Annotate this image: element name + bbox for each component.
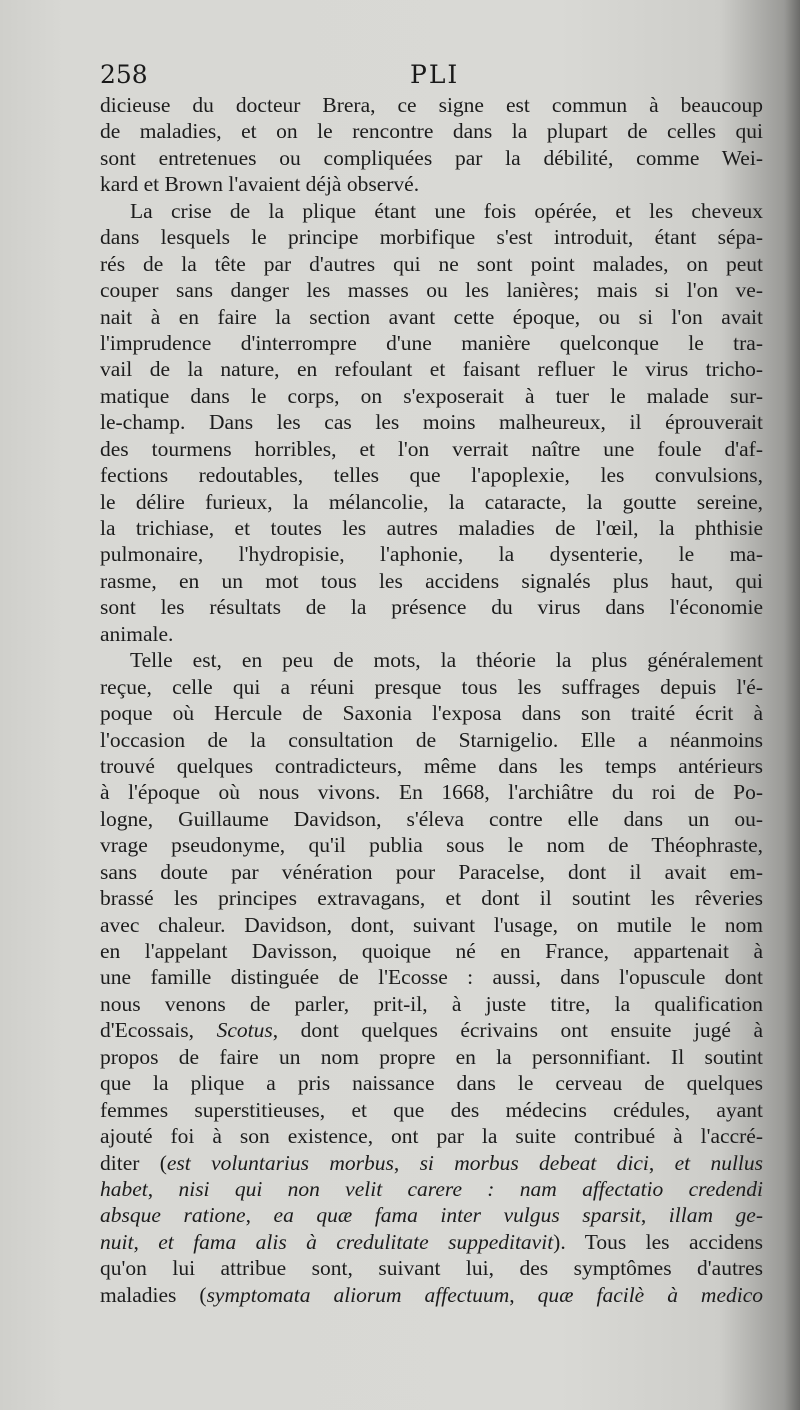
text-span: d'Ecossais, [100, 1018, 217, 1043]
italic-span: et nullus [674, 1150, 763, 1175]
text-line: rés de la tête par d'autres qui ne sont point malades, on peut [100, 251, 763, 276]
text-line: fections redoutables, telles que l'apoplexie, les convulsions, [100, 463, 763, 488]
text-line: ajouté foi à son existence, ont par la suite contribué à l'accré- [100, 1124, 763, 1149]
text-line: pulmonaire, l'hydropisie, l'aphonie, la dysenterie, le ma- [100, 542, 763, 567]
text-line: une famille distinguée de l'Ecosse : aussi, dans l'opuscule dont [100, 965, 763, 990]
italic-span: Scotus [216, 1018, 273, 1043]
text-line: qu'on lui attribue sont, suivant lui, des symptômes d'autres [100, 1256, 763, 1281]
text-line: à l'époque où nous vivons. En 1668, l'archiâtre du roi de Po- [100, 780, 763, 805]
text-line: logne, Guillaume Davidson, s'éleva contre elle dans un ou- [100, 806, 763, 831]
text-line: matique dans le corps, on s'exposerait à tuer le malade sur- [100, 383, 763, 408]
text-span: diter ( [100, 1150, 167, 1175]
italic-span: si morbus debeat dici [419, 1150, 649, 1175]
text-line: sont entretenues ou compliquées par la débilité, comme Wei- [100, 145, 763, 170]
text-line: couper sans danger les masses ou les lanières; mais si l'on ve- [100, 278, 763, 303]
text-line: vrage pseudonyme, qu'il publia sous le nom de Théophraste, [100, 833, 763, 858]
text-line: animale. [100, 621, 174, 646]
text-line: en l'appelant Davisson, quoique né en France, appartenait à [100, 939, 763, 963]
text-line [100, 1229, 763, 1255]
text-span: , [648, 1150, 675, 1175]
italic-span: habet [100, 1176, 148, 1201]
italic-span: est voluntarius morbus [166, 1150, 394, 1175]
text-line: rasme, en un mot tous les accidens signalés plus haut, qui [100, 568, 763, 593]
text-line: sans doute par vénération pour Paracelse, dont il avait em- [100, 859, 763, 884]
italic-span: nuit [100, 1229, 134, 1254]
italic-span: nisi qui non velit carere : nam affectatio credendi [178, 1176, 763, 1201]
text-line: des tourmens horribles, et l'on verrait naître une foule d'af- [100, 436, 763, 461]
italic-span: absque ratione [100, 1203, 246, 1228]
text-line [100, 1017, 763, 1043]
text-line: nous venons de parler, prit-il, à juste titre, la qualification [100, 991, 763, 1016]
text-line: que la plique a pris naissance dans le cerveau de quelques [100, 1071, 763, 1096]
italic-span: illam ge- [668, 1203, 763, 1228]
text-line: le délire furieux, la mélancolie, la cataracte, la goutte sereine, [100, 489, 763, 514]
text-line: La crise de la plique étant une fois opérée, et les cheveux [130, 198, 763, 223]
text-span: maladies ( [100, 1282, 207, 1307]
text-line: avec chaleur. Davidson, dont, suivant l'usage, on mutile le nom [100, 912, 763, 937]
body-text [100, 92, 763, 1308]
page-number: 258 [100, 60, 148, 89]
text-line: propos de faire un nom propre en la personnifiant. Il soutint [100, 1044, 763, 1069]
text-line: dicieuse du docteur Brera, ce signe est commun à beaucoup [100, 93, 763, 117]
page-header [100, 56, 760, 96]
text-line: Telle est, en peu de mots, la théorie la plus généralement [130, 648, 763, 673]
text-span: , [133, 1229, 159, 1254]
text-line: kard et Brown l'avaient déjà observé. [100, 172, 420, 197]
italic-span: et fama alis à credulitate suppeditavit [158, 1229, 554, 1254]
text-line: brassé les principes extravagans, et dont il soutint les rêveries [100, 886, 763, 911]
text-line: sont les résultats de la présence du virus dans l'économie [100, 595, 763, 620]
text-line [100, 1202, 763, 1228]
text-line [100, 1176, 763, 1202]
italic-span: symptomata aliorum affectuum [206, 1282, 510, 1307]
text-line: reçue, celle qui a réuni presque tous les suffrages depuis l'é- [100, 674, 763, 699]
text-span: , dont quelques écrivains ont ensuite jugé à [272, 1018, 763, 1043]
text-span: , [393, 1150, 420, 1175]
text-line: trouvé quelques contradicteurs, même dans les temps antérieurs [100, 753, 763, 778]
text-line: poque où Hercule de Saxonia l'exposa dans son traité écrit à [100, 701, 763, 726]
text-line: le-champ. Dans les cas les moins malheureux, il éprouverait [100, 410, 763, 435]
italic-span: ea quæ fama inter vulgus sparsit [273, 1203, 641, 1228]
text-line: l'occasion de la consultation de Starnigelio. Elle a néanmoins [100, 727, 763, 752]
text-line: dans lesquels le principe morbifique s'est introduit, étant sépa- [100, 225, 763, 250]
text-span: , [147, 1176, 179, 1201]
text-span: , [509, 1282, 538, 1307]
text-line: nait à en faire la section avant cette époque, ou si l'on avait [100, 304, 763, 329]
text-span: , [640, 1203, 669, 1228]
text-line [100, 1282, 763, 1308]
text-line: de maladies, et on le rencontre dans la plupart de celles qui [100, 119, 763, 144]
text-span: ). Tous les accidens [553, 1229, 763, 1254]
text-span: , [245, 1203, 274, 1228]
text-line: l'imprudence d'interrompre d'une manière quelconque le tra- [100, 330, 763, 355]
italic-span: quæ facilè à medico [537, 1282, 763, 1307]
text-line: femmes superstitieuses, et que des médecins crédules, ayant [100, 1097, 763, 1122]
text-line: la trichiase, et toutes les autres maladies de l'œil, la phthisie [100, 516, 763, 540]
running-head: PLI [410, 60, 460, 89]
text-line [100, 1150, 763, 1176]
text-line: vail de la nature, en refoulant et faisant refluer le virus tricho- [100, 357, 763, 382]
